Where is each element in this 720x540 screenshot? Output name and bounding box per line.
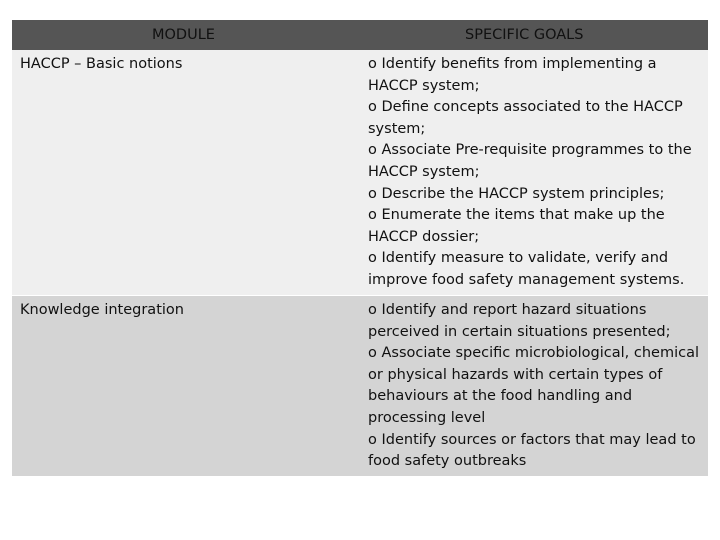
- table-row: [12, 296, 708, 476]
- goal-item: o Identify and report hazard situations perceived in certain situations presented;: [368, 302, 671, 340]
- table-header-row: [12, 20, 708, 50]
- goal-item: o Define concepts associated to the HACCP system;: [368, 99, 683, 137]
- goal-item: o Describe the HACCP system principles;: [368, 185, 665, 202]
- goals-table: [12, 20, 708, 476]
- goal-item: o Enumerate the items that make up the HACCP dossier;: [368, 207, 665, 245]
- module-name: HACCP – Basic notions: [20, 56, 183, 72]
- goal-item: o Associate specific microbiological, chemical or physical hazards with certain types of behaviours at the food handling and processing level: [368, 345, 699, 426]
- goal-item: o Identify sources or factors that may lead to food safety outbreaks: [368, 431, 696, 470]
- table-row: [12, 50, 708, 296]
- header-module: MODULE: [152, 27, 215, 43]
- header-specific-goals: SPECIFIC GOALS: [465, 27, 584, 43]
- goal-item: o Identify benefits from implementing a HACCP system;: [368, 56, 657, 94]
- goals-list: [358, 300, 708, 476]
- goal-item: o Associate Pre-requisite programmes to the HACCP system;: [368, 142, 692, 180]
- goal-item: o Identify measure to validate, verify and improve food safety management systems.: [368, 250, 685, 288]
- goals-list: [358, 54, 708, 295]
- module-name: Knowledge integration: [20, 302, 184, 318]
